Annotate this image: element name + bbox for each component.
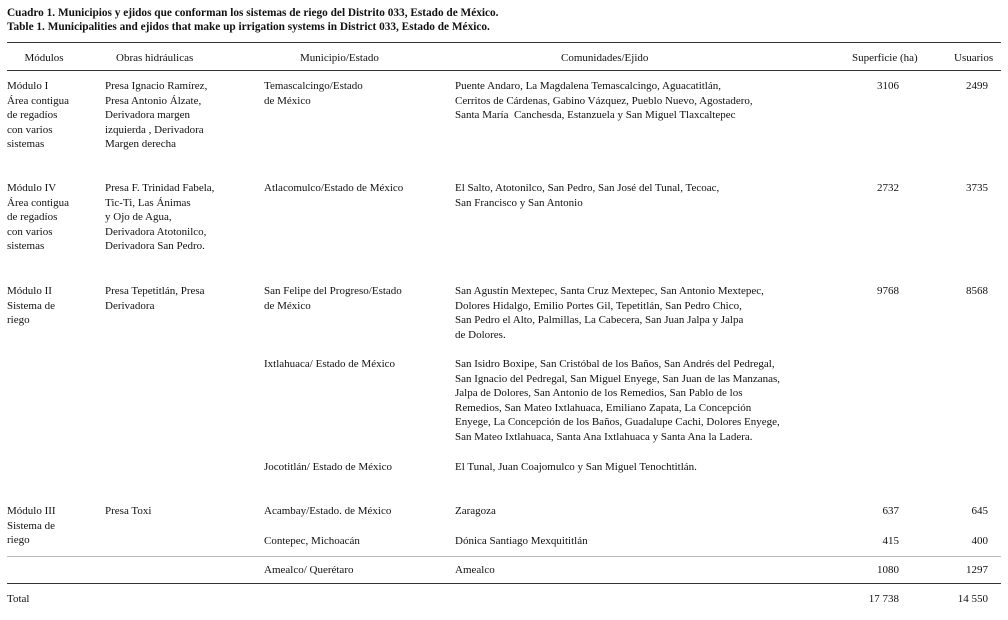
row-5-comunidades <box>455 460 845 475</box>
row-8-superficie: 1080 <box>877 564 899 576</box>
table-caption <box>7 6 499 34</box>
municipio-line: Amealco/ Querétaro <box>264 564 354 576</box>
modulo-line: Módulo III <box>7 505 56 517</box>
modulo-line: Módulo I <box>7 80 49 92</box>
obras-line: Presa F. Trinidad Fabela, <box>105 182 215 194</box>
comunidades-line: Jalpa de Dolores, San Antonio de los Remedios, San Pablo de los <box>455 387 743 400</box>
row-1-municipio <box>264 79 444 108</box>
municipio-line: Temascalcingo/Estado <box>264 80 363 92</box>
row-8-municipio <box>264 563 444 578</box>
comunidades-line: Puente Andaro, La Magdalena Temascalcingo, Aguacatitlán, <box>455 80 721 92</box>
modulo-line: Área contigua <box>7 94 69 107</box>
caption-english: Table 1. Municipalities and ejidos that make up irrigation systems in District 033, Estado de México. <box>7 21 490 33</box>
modulo-line: Área contigua <box>7 196 69 209</box>
row-7-usuarios: 400 <box>971 535 988 547</box>
modulo-line: sistemas <box>7 240 45 253</box>
obras-line: Presa Antonio Álzate, <box>105 94 202 107</box>
comunidades-line: Dolores Hidalgo, Emilio Portes Gil, Tepetitlán, San Pedro Chico, <box>455 299 742 312</box>
row-7-municipio <box>264 534 444 549</box>
row-5-municipio <box>264 460 444 475</box>
municipio-line: Atlacomulco/Estado de México <box>264 182 404 194</box>
header-comunidades: Comunidades/Ejido <box>561 52 649 64</box>
row-6-modulo <box>7 504 87 548</box>
comunidades-line: Zaragoza <box>455 505 496 517</box>
row-6-comunidades <box>455 504 845 519</box>
row-3-comunidades <box>455 284 845 342</box>
comunidades-line: El Salto, Atotonilco, San Pedro, San José del Tunal, Tecoac, <box>455 182 720 194</box>
row-1-usuarios: 2499 <box>966 80 988 92</box>
municipio-line: Acambay/Estado. de México <box>264 505 392 517</box>
comunidades-line: Amealco <box>455 564 495 576</box>
header-modulos: Módulos <box>24 52 64 64</box>
total-superficie: 17 738 <box>868 593 899 605</box>
obras-line: Presa Tepetitlán, Presa <box>105 285 205 297</box>
comunidades-line: Santa María Canchesda, Estanzuela y San Miguel Tlaxcaltepec <box>455 109 736 122</box>
row-3-superficie: 9768 <box>877 285 899 297</box>
row-6-obras <box>105 504 255 519</box>
municipio-line: de México <box>264 299 311 312</box>
obras-line: Margen derecha <box>105 138 176 151</box>
comunidades-line: El Tunal, Juan Coajomulco y San Miguel Tenochtitlán. <box>455 461 697 473</box>
row-1-superficie: 3106 <box>877 80 899 92</box>
row-3-municipio <box>264 284 444 313</box>
row-1-modulo <box>7 79 87 152</box>
municipio-line: Contepec, Michoacán <box>264 535 360 547</box>
row-1-obras <box>105 79 255 152</box>
row-7-superficie: 415 <box>882 535 899 547</box>
comunidades-line: Enyege, La Concepción de los Baños, Guadalupe Cachi, Dolores Enyege, <box>455 416 780 429</box>
row-3-modulo <box>7 284 87 328</box>
header-usuarios: Usuarios <box>954 52 994 64</box>
row-6-municipio <box>264 504 444 519</box>
header-municipio: Municipio/Estado <box>300 52 379 64</box>
row-8-usuarios: 1297 <box>966 564 988 576</box>
comunidades-line: San Agustín Mextepec, Santa Cruz Mextepec, San Antonio Mextepec, <box>455 285 764 297</box>
header-superficie: Superficie (ha) <box>852 52 918 64</box>
row-7-comunidades <box>455 534 845 549</box>
row-3-usuarios: 8568 <box>966 285 988 297</box>
modulo-line: riego <box>7 314 30 327</box>
row-6-superficie: 637 <box>882 505 899 517</box>
modulo-line: Sistema de <box>7 519 55 532</box>
obras-line: Derivadora <box>105 299 155 312</box>
obras-line: Derivadora San Pedro. <box>105 240 205 253</box>
modulo-line: con varios <box>7 123 53 136</box>
total-usuarios: 14 550 <box>957 593 988 605</box>
row-2-comunidades <box>455 181 845 210</box>
row-3-obras <box>105 284 255 313</box>
header-rule <box>7 70 1001 71</box>
municipio-line: San Felipe del Progreso/Estado <box>264 285 402 297</box>
modulo-line: Módulo IV <box>7 182 57 194</box>
row-2-usuarios: 3735 <box>966 182 988 194</box>
obras-line: Presa Ignacio Ramírez, <box>105 80 208 92</box>
bottom-rule <box>7 583 1001 584</box>
comunidades-line: Dónica Santiago Mexquititlán <box>455 535 588 547</box>
inner-rule <box>7 556 1001 557</box>
obras-line: Derivadora Atotonilco, <box>105 225 207 238</box>
row-2-superficie: 2732 <box>877 182 899 194</box>
comunidades-line: San Pedro el Alto, Palmillas, La Cabecera, San Juan Jalpa y Jalpa <box>455 314 744 327</box>
row-6-usuarios: 645 <box>971 505 988 517</box>
comunidades-line: de Dolores. <box>455 328 506 341</box>
header-obras: Obras hidráulicas <box>116 52 194 64</box>
municipio-line: Ixtlahuaca/ Estado de México <box>264 358 396 370</box>
obras-line: izquierda , Derivadora <box>105 123 204 136</box>
obras-line: Presa Toxi <box>105 505 152 517</box>
row-8-comunidades <box>455 563 845 578</box>
row-1-comunidades <box>455 79 845 123</box>
comunidades-line: San Ignacio del Pedregal, San Miguel Enyege, San Juan de las Manzanas, <box>455 372 781 385</box>
comunidades-line: San Mateo Ixtlahuaca, Santa Ana Ixtlahuaca y Santa Ana la Ladera. <box>455 430 753 443</box>
obras-line: y Ojo de Agua, <box>105 211 172 224</box>
comunidades-line: Remedios, San Mateo Ixtlahuaca, Emiliano Zapata, La Concepción <box>455 401 752 414</box>
top-rule <box>7 42 1001 43</box>
modulo-line: Sistema de <box>7 299 55 312</box>
comunidades-line: San Isidro Boxipe, San Cristóbal de los Baños, San Andrés del Pedregal, <box>455 358 775 370</box>
row-2-obras <box>105 181 255 254</box>
total-label: Total <box>7 593 30 605</box>
obras-line: Derivadora margen <box>105 109 191 122</box>
modulo-line: con varios <box>7 225 53 238</box>
caption-spanish: Cuadro 1. Municipios y ejidos que conforman los sistemas de riego del Distrito 033, Estado de México. <box>7 7 499 19</box>
comunidades-line: San Francisco y San Antonio <box>455 196 583 209</box>
modulo-line: de regadíos <box>7 109 58 122</box>
comunidades-line: Cerritos de Cárdenas, Gabino Vázquez, Pueblo Nuevo, Agostadero, <box>455 94 753 107</box>
row-2-municipio <box>264 181 444 196</box>
row-4-municipio <box>264 357 444 372</box>
obras-line: Tic-Ti, Las Ánimas <box>105 196 191 209</box>
modulo-line: Módulo II <box>7 285 52 297</box>
row-4-comunidades <box>455 357 845 445</box>
municipio-line: Jocotitlán/ Estado de México <box>264 461 392 473</box>
modulo-line: sistemas <box>7 138 45 151</box>
modulo-line: de regadíos <box>7 211 58 224</box>
modulo-line: riego <box>7 534 30 547</box>
row-2-modulo <box>7 181 87 254</box>
municipio-line: de México <box>264 94 311 107</box>
